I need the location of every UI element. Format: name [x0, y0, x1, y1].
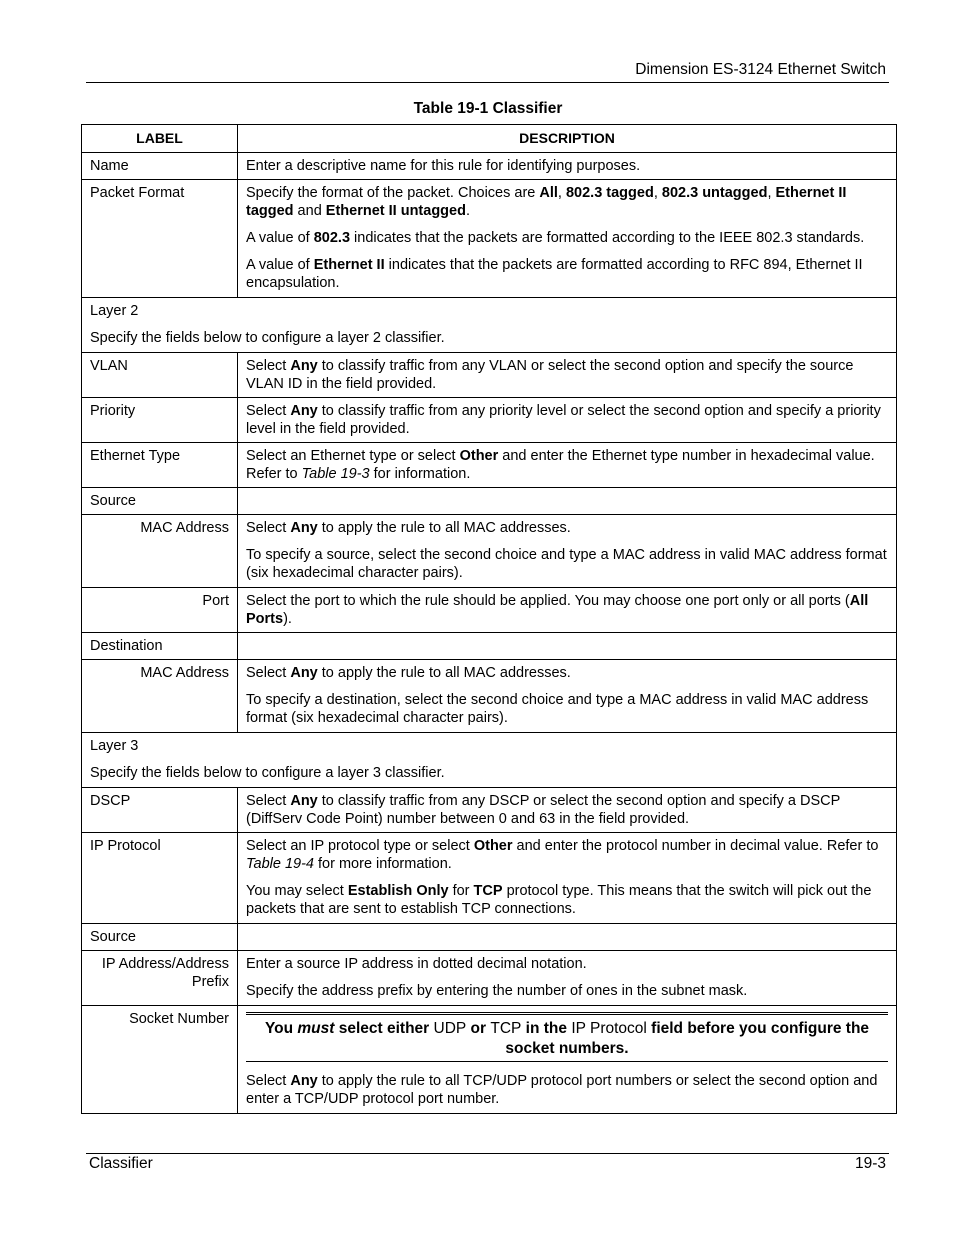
table-row: [82, 153, 897, 180]
row-description: [238, 180, 897, 298]
table-row: [82, 488, 897, 515]
row-description: Select an Ethernet type or select Other and enter the Ethernet type number in hexadecimal value. Refer to Table 19-3 for information.: [238, 443, 897, 488]
description-paragraph: To specify a source, select the second choice and type a MAC address in valid MAC address format (six hexadecimal character pairs).: [246, 547, 887, 581]
row-label: Priority: [82, 398, 238, 443]
row-description: [238, 951, 897, 1006]
footer-page-number: 19-3: [854, 1155, 886, 1172]
row-label: IP Protocol: [82, 833, 238, 924]
classifier-table: [81, 124, 897, 1114]
row-label: Name: [82, 153, 238, 180]
table-row: [82, 1006, 897, 1114]
table-row: [82, 353, 897, 398]
page-header-title: Dimension ES-3124 Ethernet Switch: [635, 61, 886, 78]
row-label: Source: [82, 488, 238, 515]
table-row: [82, 180, 897, 298]
footer-chapter-title: Classifier: [89, 1155, 153, 1172]
col-header-label: LABEL: [82, 125, 238, 153]
row-description: Select Any to classify traffic from any priority level or select the second option and specify a priority level in the field provided.: [238, 398, 897, 443]
row-label: VLAN: [82, 353, 238, 398]
section-description: Specify the fields below to configure a layer 3 classifier.: [90, 765, 445, 781]
description-paragraph: Specify the address prefix by entering the number of ones in the subnet mask.: [246, 983, 748, 999]
table-row: [82, 833, 897, 924]
row-description: [238, 833, 897, 924]
table-row: [82, 788, 897, 833]
description-paragraph: You may select Establish Only for TCP protocol type. This means that the switch will pick out the packets that are sent to establish TCP connections.: [246, 883, 872, 917]
row-label: Ethernet Type: [82, 443, 238, 488]
row-description: Select the port to which the rule should be applied. You may choose one port only or all ports (All Ports).: [238, 588, 897, 633]
description-paragraph: Specify the format of the packet. Choices are All, 802.3 tagged, 802.3 untagged, Ethernet II tagged and Ethernet II untagged.: [246, 185, 847, 219]
table-row: [82, 633, 897, 660]
row-label: DSCP: [82, 788, 238, 833]
row-label: IP Address/Address Prefix: [82, 951, 238, 1006]
row-description-empty: [238, 633, 897, 660]
section-description: Specify the fields below to configure a layer 2 classifier.: [90, 330, 445, 346]
description-paragraph: A value of 802.3 indicates that the packets are formatted according to the IEEE 802.3 standards.: [246, 230, 865, 246]
row-label: Port: [82, 588, 238, 633]
description-paragraph: To specify a destination, select the second choice and type a MAC address in valid MAC address format (six hexadecimal character pairs).: [246, 692, 869, 726]
description-paragraph: Select Any to apply the rule to all TCP/UDP protocol port numbers or select the second option and enter a TCP/UDP protocol port number.: [246, 1073, 878, 1107]
row-description: [238, 660, 897, 733]
row-description-empty: [238, 488, 897, 515]
row-description: Select Any to classify traffic from any DSCP or select the second option and specify a DSCP (DiffServ Code Point) number between 0 and 63 in the field provided.: [238, 788, 897, 833]
row-description-empty: [238, 924, 897, 951]
table-caption: Table 19-1 Classifier: [413, 100, 563, 117]
section-row-layer-2: [82, 298, 897, 353]
row-label: Destination: [82, 633, 238, 660]
table-row: [82, 588, 897, 633]
table-row: [82, 951, 897, 1006]
section-title: Layer 2: [90, 303, 139, 319]
col-header-description: DESCRIPTION: [238, 125, 897, 153]
row-label: Socket Number: [82, 1006, 238, 1114]
section-title: Layer 3: [90, 738, 139, 754]
table-row: [82, 443, 897, 488]
description-paragraph: A value of Ethernet II indicates that the packets are formatted according to RFC 894, Ethernet II encapsulation.: [246, 257, 863, 291]
table-row: [82, 924, 897, 951]
header-rule: [86, 82, 889, 83]
row-label: MAC Address: [82, 660, 238, 733]
note-box: You must select either UDP or TCP in the IP Protocol field before you configure the socket numbers.: [246, 1012, 888, 1062]
row-label: MAC Address: [82, 515, 238, 588]
row-label: Source: [82, 924, 238, 951]
table-row: [82, 515, 897, 588]
row-description: Enter a descriptive name for this rule for identifying purposes.: [238, 153, 897, 180]
description-paragraph: Select Any to apply the rule to all MAC addresses.: [246, 520, 571, 536]
row-description: Select Any to classify traffic from any VLAN or select the second option and specify the source VLAN ID in the field provided.: [238, 353, 897, 398]
row-label: Packet Format: [82, 180, 238, 298]
description-paragraph: Enter a source IP address in dotted decimal notation.: [246, 956, 587, 972]
table-row: [82, 398, 897, 443]
row-description: [238, 515, 897, 588]
description-paragraph: Select Any to apply the rule to all MAC addresses.: [246, 665, 571, 681]
footer-rule: [86, 1153, 889, 1154]
row-description: [238, 1006, 897, 1114]
table-row: [82, 660, 897, 733]
section-row-layer-3: [82, 733, 897, 788]
description-paragraph: Select an IP protocol type or select Other and enter the protocol number in decimal value. Refer to Table 19-4 for more information.: [246, 838, 879, 872]
table-header-row: [82, 125, 897, 153]
